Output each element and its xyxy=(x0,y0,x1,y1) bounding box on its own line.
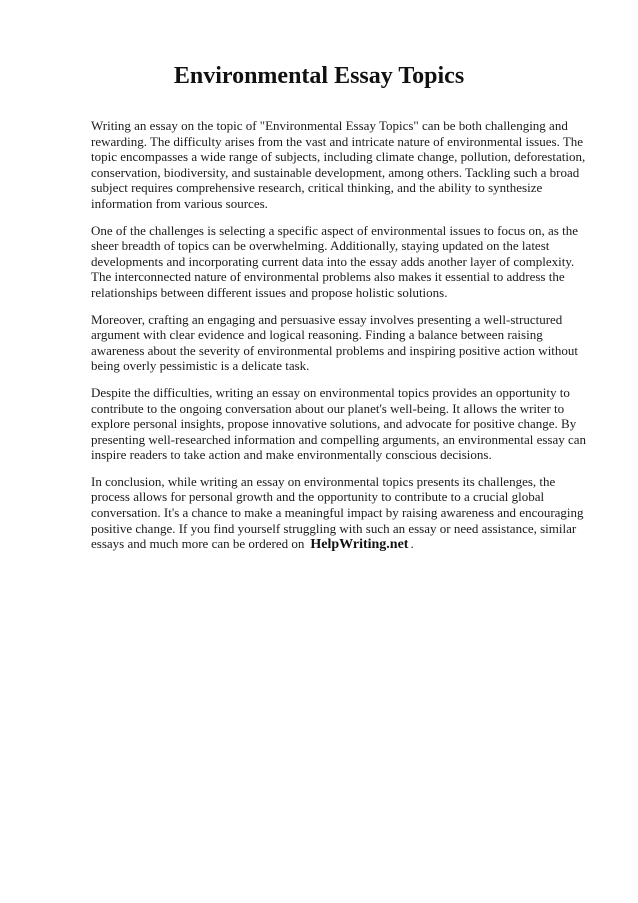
helpwriting-link[interactable]: HelpWriting.net xyxy=(310,537,409,553)
paragraph-persuasion: Moreover, crafting an engaging and persuasive essay involves presenting a well-structured argument with clear evidence and logical reasoning. Finding a balance between raising awareness about the severity of environmental problems and inspiring positive action without being overly pessimistic is a delicate task. xyxy=(91,311,579,374)
paragraph-conclusion xyxy=(91,474,597,553)
conclusion-text: In conclusion, while writing an essay on environmental topics presents its challenges, the process allows for personal growth and the opportunity to contribute to a crucial global conversation. It's a chance to make a meaningful impact by raising awareness and encouraging positive change. If you find yourself struggling with such an essay or need assistance, similar essays and much more can be ordered on xyxy=(91,473,584,552)
paragraph-opportunity: Despite the difficulties, writing an essay on environmental topics provides an opportunity to contribute to the ongoing conversation about our planet's well-being. It allows the writer to explore personal insights, propose innovative solutions, and advocate for positive change. By presenting well-researched information and compelling arguments, an environmental essay can inspire readers to take action and make environmentally conscious decisions. xyxy=(91,384,587,463)
document-title: Environmental Essay Topics xyxy=(173,63,465,89)
paragraph-intro: Writing an essay on the topic of "Environmental Essay Topics" can be both challenging and rewarding. The difficulty arises from the vast and intricate nature of environmental issues. The topic encompasses a wide range of subjects, including climate change, pollution, deforestation, conservation, biodiversity, and sustainable development, among others. Tackling such a broad subject requires comprehensive research, critical thinking, and the ability to synthesize information from various sources. xyxy=(91,118,586,211)
document-body xyxy=(91,118,597,564)
paragraph-challenges: One of the challenges is selecting a specific aspect of environmental issues to focus on, as the sheer breadth of topics can be overwhelming. Additionally, staying updated on the latest developments and incorporating current data into the essay adds another layer of complexity. The interconnected nature of environmental problems also makes it essential to address the relationships between different issues and propose holistic solutions. xyxy=(91,222,578,300)
conclusion-period: . xyxy=(410,536,414,552)
